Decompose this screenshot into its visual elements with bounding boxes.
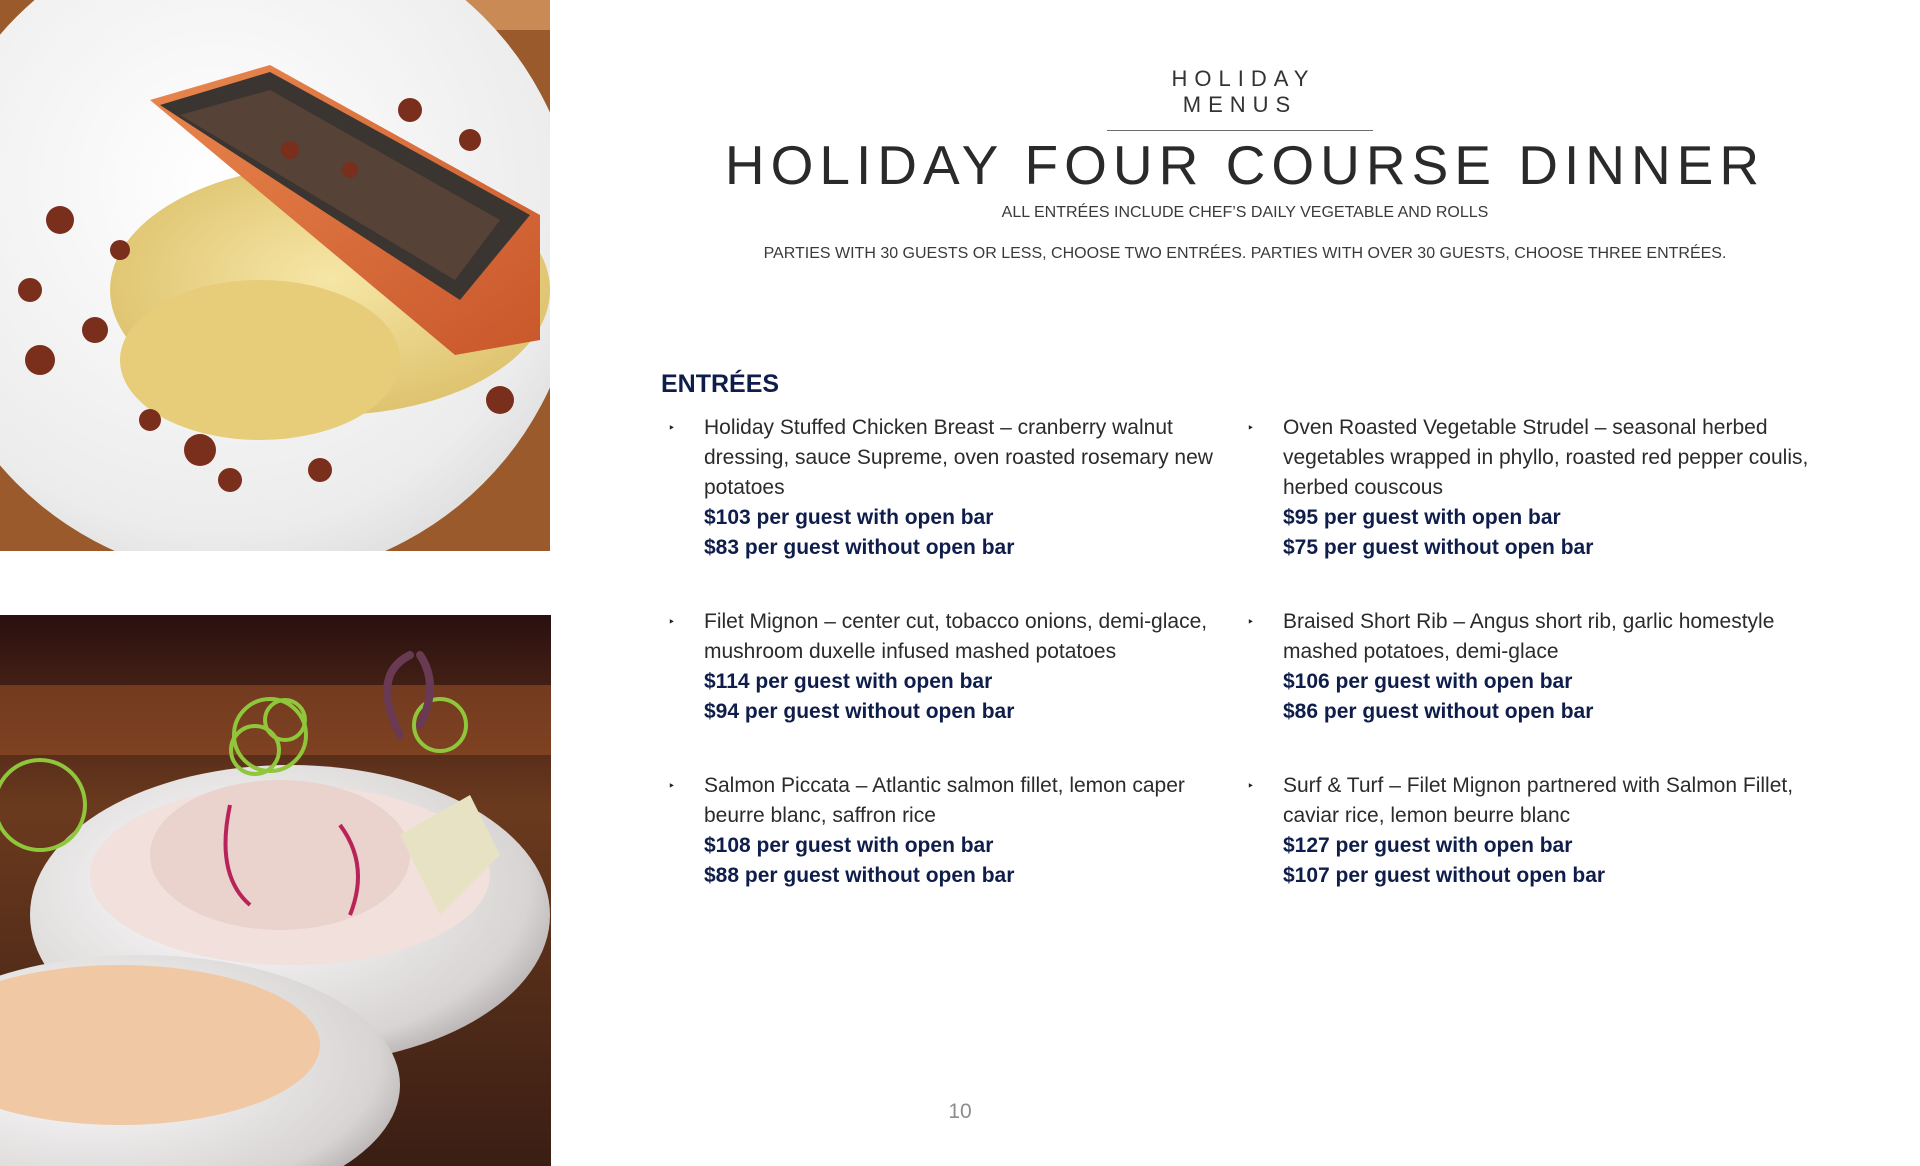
entree-item [668, 771, 1234, 891]
price-with-open-bar: $114 per guest with open bar [704, 670, 993, 693]
subtitle-includes: ALL ENTRÉES INCLUDE CHEF’S DAILY VEGETABLE AND ROLLS [1001, 204, 1489, 221]
price-without-open-bar: $94 per guest without open bar [704, 700, 1015, 723]
section-eyebrow [1107, 66, 1373, 131]
page-number: 10 [948, 1100, 972, 1123]
salmon-on-mashed-potatoes-photo [0, 0, 550, 551]
bullet-icon: ‣ [1247, 779, 1255, 793]
price-without-open-bar: $75 per guest without open bar [1283, 536, 1594, 559]
entree-description: Surf & Turf – Filet Mignon partnered with Salmon Fillet, caviar rice, lemon beurre blanc [1283, 774, 1794, 827]
entree-description: Braised Short Rib – Angus short rib, garlic homestyle mashed potatoes, demi-glace [1283, 610, 1775, 663]
bullet-icon: ‣ [668, 779, 676, 793]
price-without-open-bar: $107 per guest without open bar [1283, 864, 1606, 887]
bullet-icon: ‣ [1247, 421, 1255, 435]
price-with-open-bar: $106 per guest with open bar [1283, 670, 1573, 693]
entree-item [668, 413, 1234, 563]
entrees-heading: ENTRÉES [661, 370, 780, 398]
entree-item [1247, 413, 1828, 563]
price-with-open-bar: $108 per guest with open bar [704, 834, 994, 857]
entree-item [1247, 607, 1828, 727]
entree-item [1247, 771, 1828, 891]
entree-item [668, 607, 1234, 727]
entree-description: Oven Roasted Vegetable Strudel – seasonal herbed vegetables wrapped in phyllo, roasted red pepper coulis, herbed couscous [1283, 416, 1809, 499]
bullet-icon: ‣ [1247, 615, 1255, 629]
price-with-open-bar: $95 per guest with open bar [1283, 506, 1561, 529]
page-title: HOLIDAY FOUR COURSE DINNER [724, 134, 1766, 196]
price-with-open-bar: $127 per guest with open bar [1283, 834, 1573, 857]
price-without-open-bar: $86 per guest without open bar [1283, 700, 1594, 723]
price-with-open-bar: $103 per guest with open bar [704, 506, 994, 529]
price-without-open-bar: $83 per guest without open bar [704, 536, 1015, 559]
price-without-open-bar: $88 per guest without open bar [704, 864, 1015, 887]
eyebrow-label: HOLIDAY MENUS [1107, 66, 1373, 131]
bullet-icon: ‣ [668, 615, 676, 629]
entree-description: Filet Mignon – center cut, tobacco onions, demi-glace, mushroom duxelle infused mashed potatoes [704, 610, 1208, 663]
ceviche-bowls-photo [0, 615, 551, 1166]
entree-description: Holiday Stuffed Chicken Breast – cranberry walnut dressing, sauce Supreme, oven roasted rosemary new potatoes [704, 416, 1213, 499]
entree-description: Salmon Piccata – Atlantic salmon fillet, lemon caper beurre blanc, saffron rice [704, 774, 1185, 827]
bullet-icon: ‣ [668, 421, 676, 435]
subtitle-party-rules: PARTIES WITH 30 GUESTS OR LESS, CHOOSE TWO ENTRÉES. PARTIES WITH OVER 30 GUESTS, CHOOSE THREE ENTRÉES. [763, 245, 1727, 262]
